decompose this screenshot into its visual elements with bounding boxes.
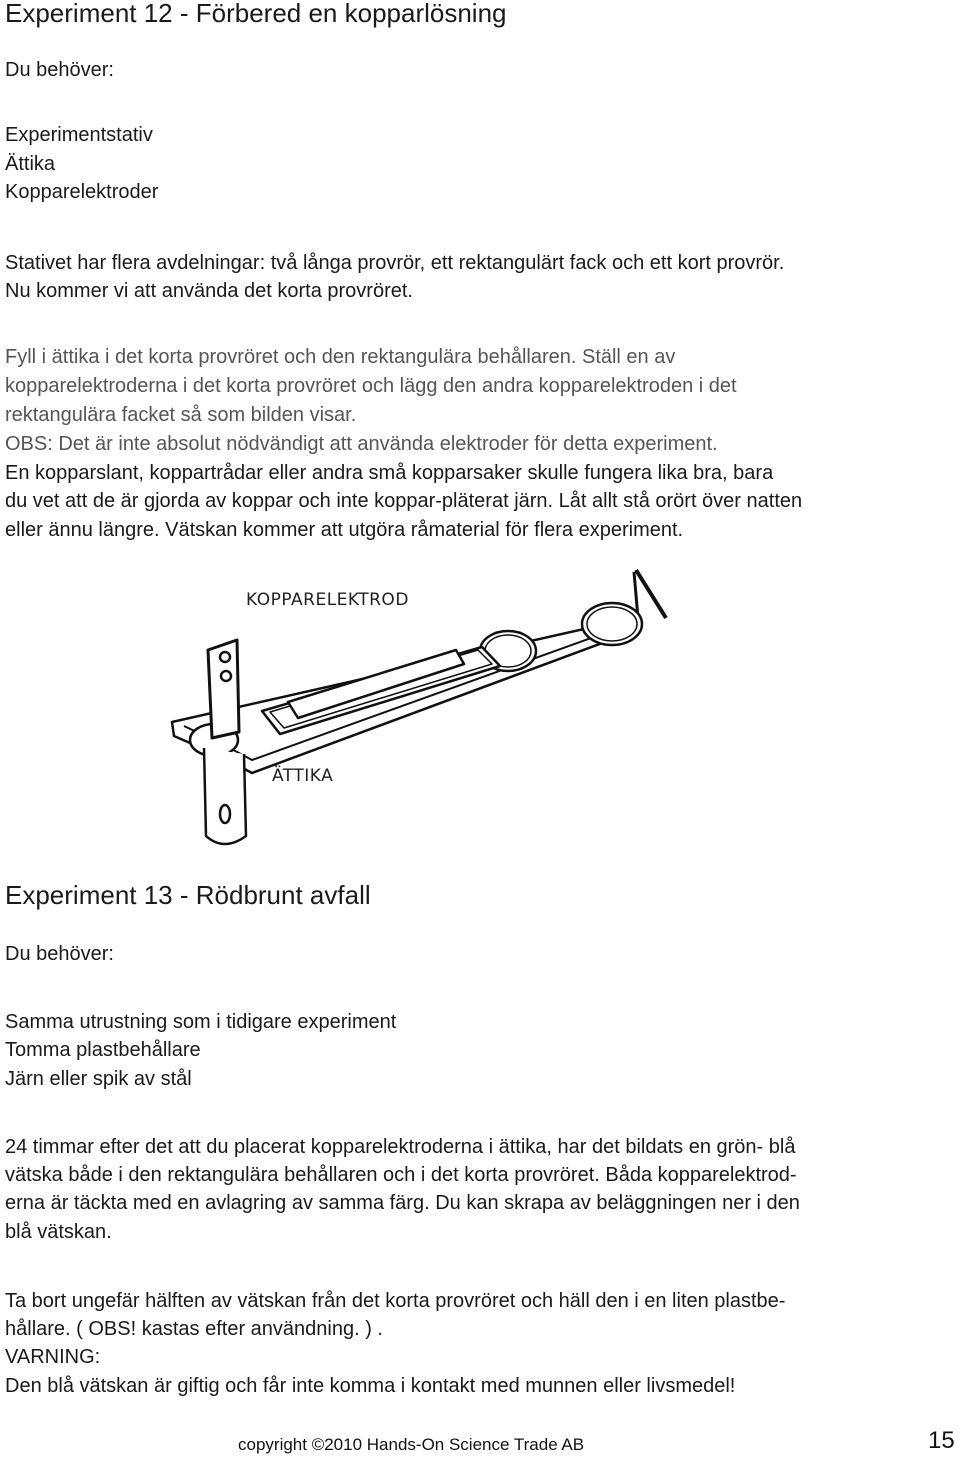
exp13-warning-text: Den blå vätskan är giftig och får inte komma i kontakt med munnen eller livsmedel! — [5, 1375, 736, 1397]
exp12-para2-line: rektangulära facket så som bilden visar. — [5, 404, 357, 426]
exp12-para1-line: Stativet har flera avdelningar: två långa provrör, ett rektangulärt fack och ett kort provrör. — [5, 252, 785, 274]
exp12-title: Experiment 12 - Förbered en kopparlösning — [5, 0, 507, 28]
exp13-warning-heading: VARNING: — [5, 1346, 101, 1368]
exp12-item: Kopparelektroder — [5, 181, 159, 203]
exp13-para1-line: vätska både i den rektangulära behållaren och i det korta provröret. Båda kopparelektrod- — [5, 1164, 797, 1186]
exp13-para2-line: Ta bort ungefär hälften av vätskan från det korta provröret och häll den i en liten plastbe- — [5, 1290, 786, 1312]
exp13-needs-label: Du behöver: — [5, 943, 114, 965]
exp13-para1-line: blå vätskan. — [5, 1221, 112, 1243]
label-copper-electrode: KOPPARELEKTROD — [246, 590, 409, 610]
stand-illustration — [140, 560, 700, 860]
exp13-item: Samma utrustning som i tidigare experiment — [5, 1011, 397, 1033]
footer-copyright: copyright ©2010 Hands-On Science Trade AB — [238, 1435, 585, 1454]
exp12-needs-label: Du behöver: — [5, 59, 114, 81]
exp13-title: Experiment 13 - Rödbrunt avfall — [5, 880, 371, 910]
exp12-item: Experimentstativ — [5, 124, 153, 146]
exp12-para2-line: kopparelektroderna i det korta provröret och lägg den andra kopparelektroden i det — [5, 375, 737, 397]
exp12-para1-line: Nu kommer vi att använda det korta provröret. — [5, 280, 413, 302]
exp13-para1-line: erna är täckta med en avlagring av samma färg. Du kan skrapa av beläggningen ner i den — [5, 1192, 800, 1214]
exp12-para2-line: eller ännu längre. Vätskan kommer att utgöra råmaterial för flera experiment. — [5, 519, 684, 541]
exp13-para2-line: hållare. ( OBS! kastas efter användning. ) . — [5, 1318, 383, 1340]
page-number: 15 — [928, 1427, 955, 1454]
exp13-para1-line: 24 timmar efter det att du placerat kopparelektroderna i ättika, har det bildats en grön- blå — [5, 1136, 796, 1158]
label-vinegar: ÄTTIKA — [272, 766, 334, 786]
exp13-item: Tomma plastbehållare — [5, 1039, 201, 1061]
exp12-para2-line: du vet att de är gjorda av koppar och inte koppar-pläterat järn. Låt allt stå orört över natten — [5, 490, 803, 512]
exp13-item: Järn eller spik av stål — [5, 1068, 192, 1090]
exp12-para2-line: En kopparslant, koppartrådar eller andra små kopparsaker skulle fungera lika bra, bara — [5, 462, 774, 484]
stand-drawing — [140, 560, 700, 860]
exp12-para2-line: OBS: Det är inte absolut nödvändigt att använda elektroder för detta experiment. — [5, 433, 718, 455]
exp12-item: Ättika — [5, 153, 56, 175]
exp12-para2-line: Fyll i ättika i det korta provröret och den rektangulära behållaren. Ställ en av — [5, 346, 676, 368]
